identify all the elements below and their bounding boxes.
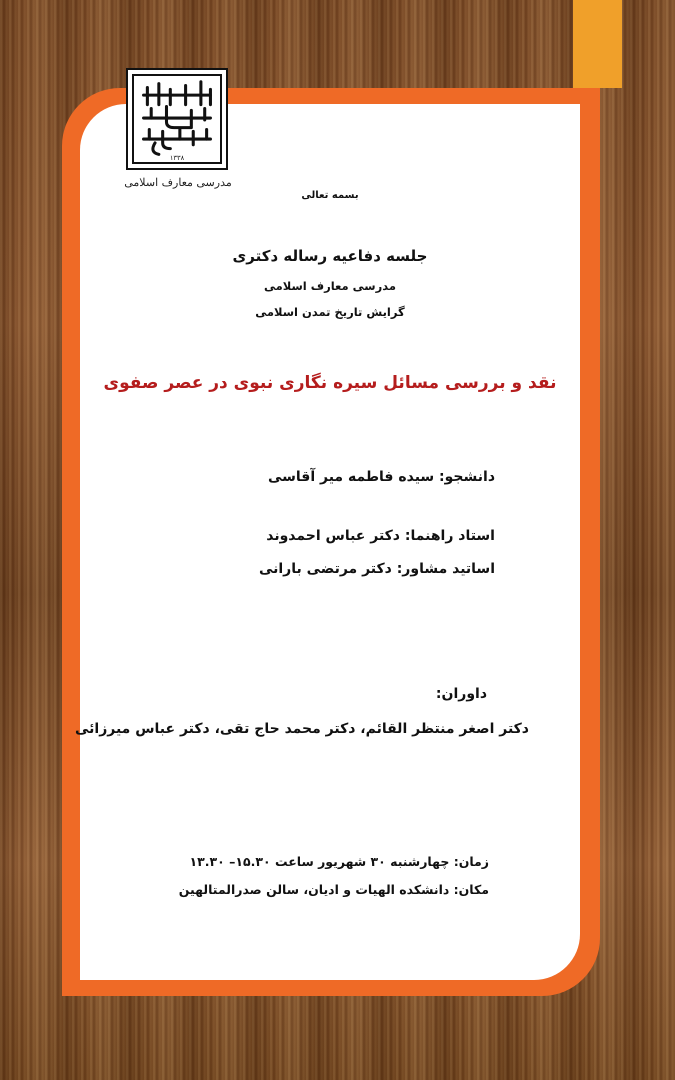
thesis-title: نقد و بررسی مسائل سیره نگاری نبوی در عصر صفوی	[103, 373, 557, 393]
branch-name: گرایش تاریخ تمدن اسلامی	[255, 305, 405, 319]
major-name: مدرسی معارف اسلامی	[264, 279, 396, 293]
advisor-line: اساتید مشاور: دکتر مرتضی بارانی	[258, 561, 495, 577]
place-line: مکان: دانشکده الهیات و ادیان، سالن صدرالمتالهین	[178, 882, 489, 897]
time-line: زمان: چهارشنبه ۳۰ شهریور ساعت ۱۵.۳۰– ۱۳.۳۰	[189, 854, 489, 869]
accent-bar	[573, 0, 622, 88]
referees-list: دکتر اصغر منتظر القائم، دکتر محمد حاج تقی، دکتر عباس میرزائی	[74, 721, 529, 737]
invocation: بسمه تعالی	[301, 190, 359, 201]
university-logo-mark	[134, 76, 220, 162]
university-logo	[126, 68, 228, 170]
department-caption: مدرسی معارف اسلامی	[124, 176, 232, 189]
student-line: دانشجو: سیده فاطمه میر آقاسی	[267, 469, 495, 485]
supervisor-line: استاد راهنما: دکتر عباس احمدوند	[266, 528, 495, 544]
svg-text:۱۳۳۸: ۱۳۳۸	[169, 154, 185, 162]
referees-label: داوران:	[435, 686, 487, 702]
session-title: جلسه دفاعیه رساله دکتری	[232, 247, 428, 265]
